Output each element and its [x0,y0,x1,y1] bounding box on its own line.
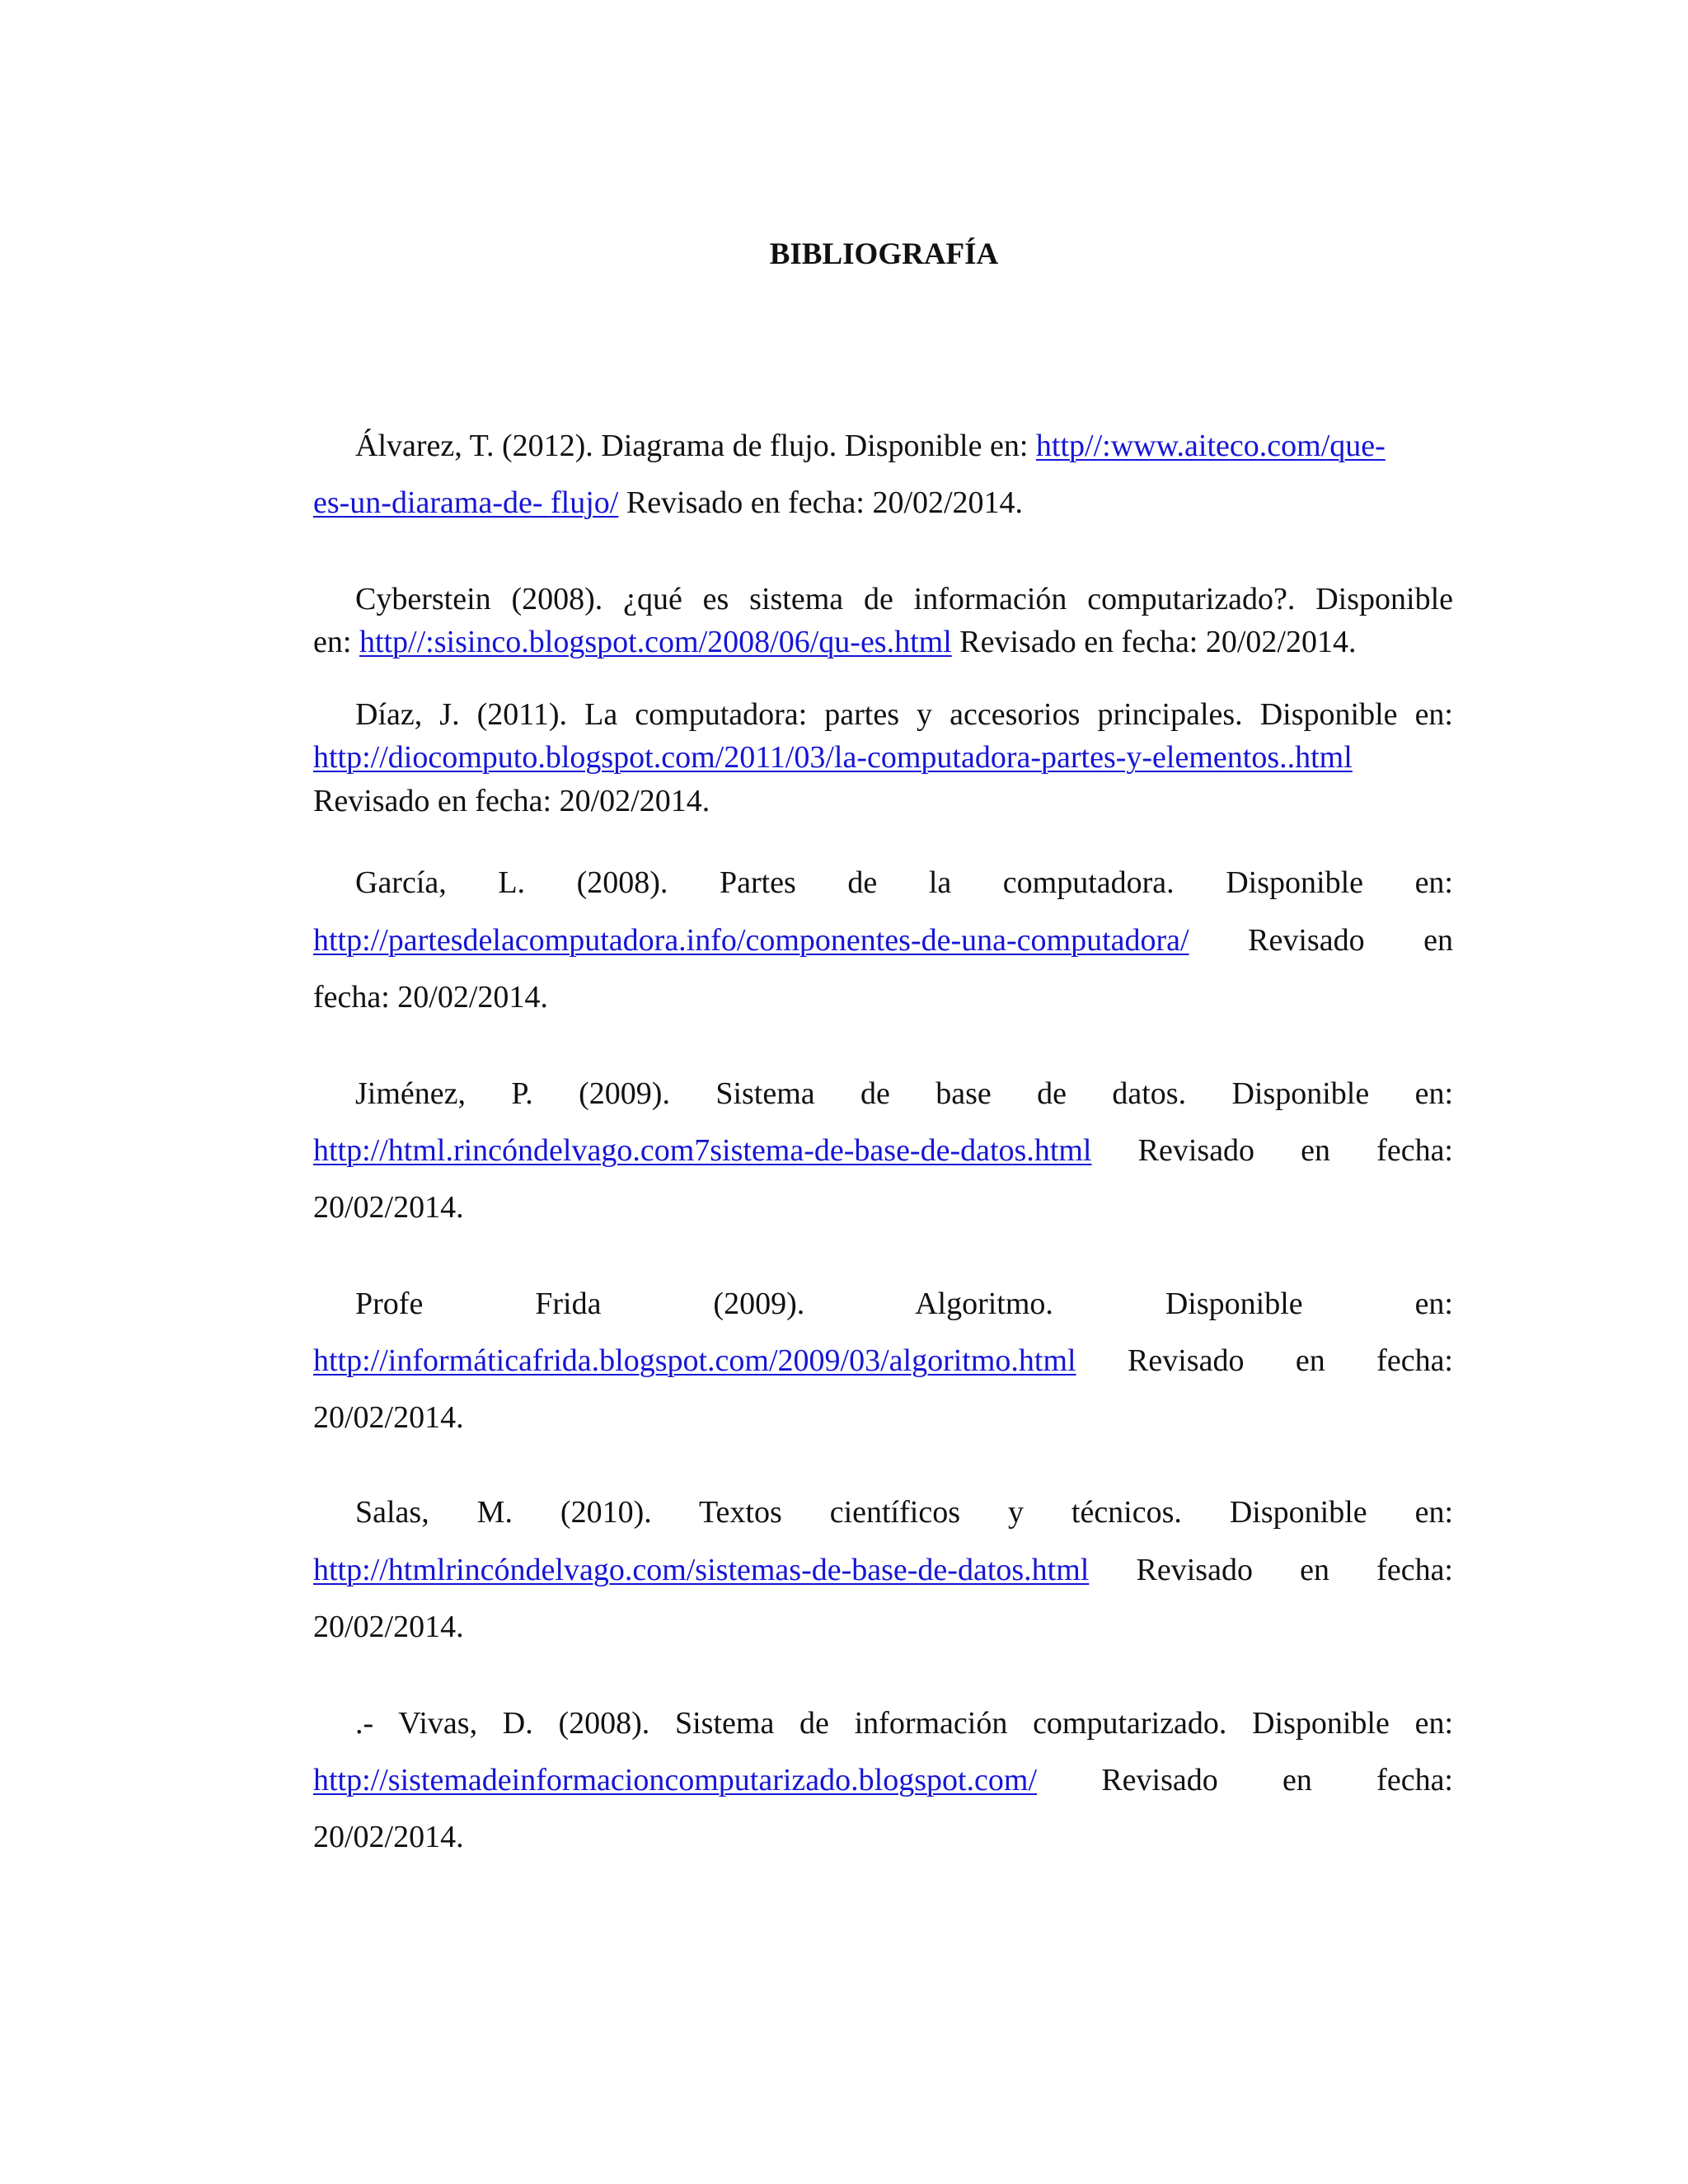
reference-link[interactable]: http://htmlrincóndelvago.com/sistemas-de-base-de-datos.html [313,1553,1090,1587]
reference-text: Revisado en fecha: [1089,1553,1453,1587]
reference-text: en: [313,625,359,659]
reference-text: 20/02/2014. [313,1190,464,1225]
reference-text: 20/02/2014. [313,1610,464,1644]
entry-line [313,1550,1453,1590]
entry-line [313,426,1453,466]
entry-line [313,622,1453,662]
entry-line [313,483,1453,523]
entry-line [313,1074,1453,1113]
reference-text: Revisado en fecha: [1076,1343,1453,1378]
entry-line [313,579,1453,619]
entry-line [313,781,1453,821]
entry-line [313,1284,1453,1324]
reference-text: Revisado en fecha: 20/02/2014. [618,485,1024,520]
entry-line [313,695,1453,734]
entry-line [313,1341,1453,1380]
reference-link[interactable]: http://diocomputo.blogspot.com/2011/03/la-computadora-partes-y-elementos..html [313,740,1353,775]
entry-line [313,1607,1453,1647]
reference-text: Jiménez, P. (2009). Sistema de base de datos. Disponible en: [355,1076,1453,1111]
entry-line [313,863,1453,902]
reference-link[interactable]: es-un-diarama-de- flujo/ [313,485,619,520]
entry-line [313,921,1453,960]
reference-text: fecha: 20/02/2014. [313,980,548,1015]
reference-text: Revisado en fecha: [1091,1133,1453,1168]
entry-line [313,1131,1453,1170]
reference-text: Salas, M. (2010). Textos científicos y técnicos. Disponible en: [355,1495,1453,1530]
entry-line [313,1817,1453,1857]
reference-text: .- Vivas, D. (2008). Sistema de información computarizado. Disponible en: [355,1706,1453,1741]
entry-line [313,1398,1453,1437]
entry-line [313,1760,1453,1800]
reference-text: Díaz, J. (2011). La computadora: partes y accesorios principales. Disponible en: [355,697,1453,732]
entry-line [313,1188,1453,1227]
reference-link[interactable]: http://partesdelacomputadora.info/componentes-de-una-computadora/ [313,923,1189,958]
reference-text: 20/02/2014. [313,1400,464,1435]
reference-text: Revisado en [1189,923,1453,958]
entry-line [313,1493,1453,1532]
reference-text: García, L. (2008). Partes de la computadora. Disponible en: [355,865,1453,900]
reference-text: Profe Frida (2009). Algoritmo. Disponible en: [355,1286,1453,1321]
reference-text: Cyberstein (2008). ¿qué es sistema de información computarizado?. Disponible [355,582,1453,616]
entry-line [313,1704,1453,1743]
reference-link[interactable]: http://informáticafrida.blogspot.com/2009/03/algoritmo.html [313,1343,1076,1378]
page-title: BIBLIOGRAFÍA [769,237,999,271]
entry-line [313,977,1453,1017]
entry-line [313,738,1453,777]
reference-text: 20/02/2014. [313,1820,464,1854]
reference-link[interactable]: http://sistemadeinformacioncomputarizado.blogspot.com/ [313,1763,1038,1797]
reference-link[interactable]: http//:www.aiteco.com/que- [1035,429,1386,463]
reference-text: Revisado en fecha: 20/02/2014. [313,784,710,818]
reference-text: Revisado en fecha: [1037,1763,1453,1797]
reference-link[interactable]: http://html.rincóndelvago.com7sistema-de-base-de-datos.html [313,1133,1092,1168]
reference-text: Revisado en fecha: 20/02/2014. [951,625,1357,659]
reference-link[interactable]: http//:sisinco.blogspot.com/2008/06/qu-es.html [359,625,952,659]
reference-text: Álvarez, T. (2012). Diagrama de flujo. Disponible en: [355,429,1036,463]
